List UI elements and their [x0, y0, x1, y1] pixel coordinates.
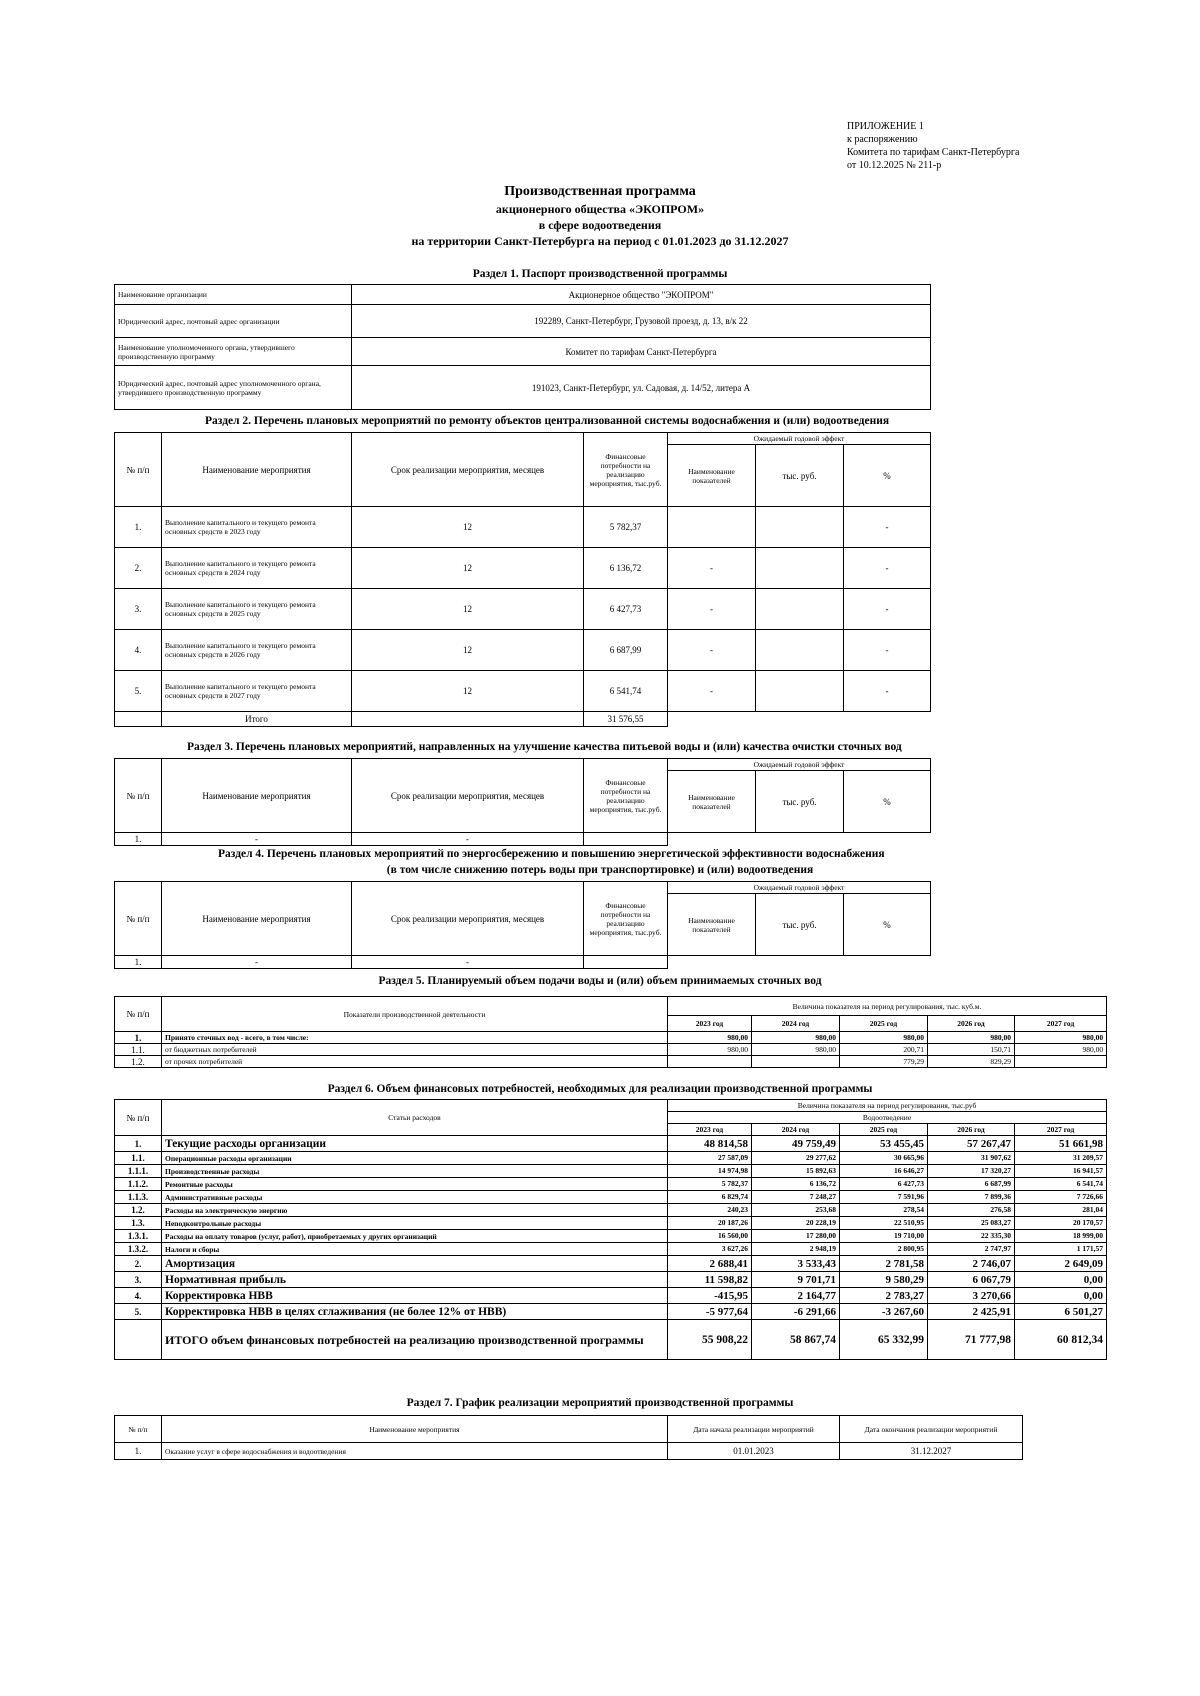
section5-title: Раздел 5. Планируемый объем подачи воды и (или) объем принимаемых сточных вод	[378, 975, 822, 987]
row-value: -415,95	[668, 1288, 752, 1304]
row-value: 281,04	[1015, 1204, 1107, 1217]
table-row	[115, 1152, 1107, 1165]
passport-value: 191023, Санкт-Петербург, ул. Садовая, д. 14/52, литера А	[352, 366, 931, 410]
row-num: 1.	[115, 507, 162, 548]
row-value: 17 280,00	[752, 1230, 840, 1243]
row-value: 51 661,98	[1015, 1136, 1107, 1152]
row-term: -	[352, 956, 584, 969]
row-name: Выполнение капитального и текущего ремонта основных средств в 2027 году	[162, 671, 352, 712]
table-row	[115, 1165, 1107, 1178]
section4-title-line1: Раздел 4. Перечень плановых мероприятий по энергосбережению и повышению энергетической эффективности водоснабжения	[218, 848, 885, 860]
row-value: 2 747,97	[928, 1243, 1015, 1256]
section6-title: Раздел 6. Объем финансовых потребностей, необходимых для реализации производственной программы	[327, 1083, 873, 1095]
col-header-year: 2027 год	[1015, 1016, 1107, 1032]
row-num: 4.	[115, 1288, 162, 1304]
col-header-rub: тыс. руб.	[756, 771, 844, 833]
col-header-num: № п/п	[115, 1100, 162, 1136]
row-value: 0,00	[1015, 1272, 1107, 1288]
row-num: 1.	[115, 956, 162, 969]
row-value: 31 907,62	[928, 1152, 1015, 1165]
volume-table	[114, 996, 1107, 1068]
row-value: 980,00	[668, 1044, 752, 1056]
row-rub	[756, 671, 844, 712]
row-name: Операционные расходы организации	[162, 1152, 668, 1165]
col-header-value: Величина показателя на период регулирования, тыс.руб	[668, 1100, 1107, 1112]
row-value: 240,23	[668, 1204, 752, 1217]
col-header-indicator: Наименование показателей	[668, 445, 756, 507]
table-row	[115, 1256, 1107, 1272]
total-value: 31 576,55	[584, 712, 668, 727]
table-row	[115, 671, 931, 712]
row-name: Налоги и сборы	[162, 1243, 668, 1256]
col-header-item: Статьи расходов	[162, 1100, 668, 1136]
row-value: 16 941,57	[1015, 1165, 1107, 1178]
document-title	[0, 183, 1200, 249]
row-num: 5.	[115, 1304, 162, 1320]
row-end: 31.12.2027	[840, 1443, 1023, 1460]
row-value: 278,54	[840, 1204, 928, 1217]
table-row	[115, 548, 931, 589]
table-row	[115, 1136, 1107, 1152]
row-value: 6 501,27	[1015, 1304, 1107, 1320]
passport-label: Наименование организации	[115, 285, 352, 305]
row-rub	[756, 589, 844, 630]
row-num: 3.	[115, 1272, 162, 1288]
table-row	[115, 1320, 1107, 1360]
row-num: 2.	[115, 548, 162, 589]
col-header-year: 2023 год	[668, 1016, 752, 1032]
row-value: 6 687,99	[928, 1178, 1015, 1191]
finance-table	[114, 1099, 1107, 1360]
passport-value: Акционерное общество "ЭКОПРОМ"	[352, 285, 931, 305]
row-value: 6 067,79	[928, 1272, 1015, 1288]
row-value: 9 701,71	[752, 1272, 840, 1288]
row-name: Нормативная прибыль	[162, 1272, 668, 1288]
row-value	[752, 1056, 840, 1068]
row-num: 2.	[115, 1256, 162, 1272]
table-row	[115, 630, 931, 671]
title-line: Производственная программа	[504, 184, 696, 199]
row-value: 57 267,47	[928, 1136, 1015, 1152]
row-value: 6 829,74	[668, 1191, 752, 1204]
col-header-year: 2023 год	[668, 1124, 752, 1136]
table-row	[115, 338, 931, 366]
section2-title: Раздел 2. Перечень плановых мероприятий по ремонту объектов централизованной системы водоснабжения и (или) водоотведения	[205, 415, 890, 427]
row-value: 2 425,91	[928, 1304, 1015, 1320]
row-value: 6 136,72	[752, 1178, 840, 1191]
row-rub	[756, 548, 844, 589]
row-num: 1.2.	[115, 1056, 162, 1068]
row-value: 2 948,19	[752, 1243, 840, 1256]
row-value: 2 164,77	[752, 1288, 840, 1304]
passport-label: Наименование уполномоченного органа, утвердившего производственную программу	[115, 338, 352, 366]
row-name: Амортизация	[162, 1256, 668, 1272]
table-row	[115, 1204, 1107, 1217]
table-row	[115, 1044, 1107, 1056]
row-value: 7 591,96	[840, 1191, 928, 1204]
row-num: 3.	[115, 589, 162, 630]
row-pct: -	[844, 630, 931, 671]
row-num: 4.	[115, 630, 162, 671]
section4-title-line2: (в том числе снижению потерь воды при транспортировке) и (или) водоотведения	[386, 864, 814, 876]
row-pct: -	[844, 589, 931, 630]
row-value: 2 746,07	[928, 1256, 1015, 1272]
row-name: Производственные расходы	[162, 1165, 668, 1178]
row-fin: 6 136,72	[584, 548, 668, 589]
row-fin: 5 782,37	[584, 507, 668, 548]
row-value: 30 665,96	[840, 1152, 928, 1165]
row-num: 1.	[115, 833, 162, 846]
passport-label: Юридический адрес, почтовый адрес организации	[115, 305, 352, 338]
row-value: 276,58	[928, 1204, 1015, 1217]
appendix-line: к распоряжению	[847, 134, 918, 145]
row-name: Неподконтрольные расходы	[162, 1217, 668, 1230]
total-value: 65 332,99	[840, 1320, 928, 1360]
row-name: Корректировка НВВ в целях сглаживания (не более 12% от НВВ)	[162, 1304, 668, 1320]
row-value: 11 598,82	[668, 1272, 752, 1288]
row-term: 12	[352, 630, 584, 671]
quality-table	[114, 758, 931, 846]
row-indicator: -	[668, 630, 756, 671]
row-value: 0,00	[1015, 1288, 1107, 1304]
row-name: -	[162, 833, 352, 846]
table-row	[115, 1056, 1107, 1068]
col-header-fin: Финансовые потребности на реализацию мероприятия, тыс.руб.	[584, 433, 668, 507]
row-indicator: -	[668, 548, 756, 589]
appendix-line: ПРИЛОЖЕНИЕ 1	[847, 121, 924, 132]
row-num: 5.	[115, 671, 162, 712]
row-rub	[756, 507, 844, 548]
row-value: 19 710,00	[840, 1230, 928, 1243]
row-name: Корректировка НВВ	[162, 1288, 668, 1304]
row-value: 7 726,66	[1015, 1191, 1107, 1204]
row-value: 18 999,00	[1015, 1230, 1107, 1243]
col-header-effect: Ожидаемый годовой эффект	[668, 759, 931, 771]
passport-value: Комитет по тарифам Санкт-Петербурга	[352, 338, 931, 366]
row-name: Текущие расходы организации	[162, 1136, 668, 1152]
col-header-name: Наименование мероприятия	[162, 433, 352, 507]
total-label: Итого	[162, 712, 352, 727]
passport-label: Юридический адрес, почтовый адрес уполномоченного органа, утвердившего производственную программу	[115, 366, 352, 410]
row-value: 3 270,66	[928, 1288, 1015, 1304]
row-start: 01.01.2023	[668, 1443, 840, 1460]
row-value	[668, 1056, 752, 1068]
table-row	[115, 1032, 1107, 1044]
row-name: Выполнение капитального и текущего ремонта основных средств в 2026 году	[162, 630, 352, 671]
col-header-indicator: Наименование показателей	[668, 771, 756, 833]
col-header-fin: Финансовые потребности на реализацию мероприятия, тыс.руб.	[584, 759, 668, 833]
row-value: 1 171,57	[1015, 1243, 1107, 1256]
row-value: 253,68	[752, 1204, 840, 1217]
col-header-year: 2027 год	[1015, 1124, 1107, 1136]
table-row	[115, 1304, 1107, 1320]
row-name: от прочих потребителей	[162, 1056, 668, 1068]
row-value: 20 187,26	[668, 1217, 752, 1230]
row-rub	[756, 630, 844, 671]
col-header-term: Срок реализации мероприятия, месяцев	[352, 882, 584, 956]
row-value: 7 899,36	[928, 1191, 1015, 1204]
row-term: 12	[352, 589, 584, 630]
appendix-line: от 10.12.2025 № 211-р	[847, 160, 942, 171]
row-value: 6 541,74	[1015, 1178, 1107, 1191]
title-line: на территории Санкт-Петербурга на период с 01.01.2023 до 31.12.2027	[411, 234, 789, 248]
col-header-year: 2024 год	[752, 1124, 840, 1136]
row-num: 1.1.1.	[115, 1165, 162, 1178]
row-value: 150,71	[928, 1044, 1015, 1056]
row-name: Административные расходы	[162, 1191, 668, 1204]
row-value: 2 800,95	[840, 1243, 928, 1256]
row-term: 12	[352, 507, 584, 548]
row-num: 1.3.	[115, 1217, 162, 1230]
title-line: в сфере водоотведения	[538, 218, 662, 232]
total-label: ИТОГО объем финансовых потребностей на реализацию производственной программы	[162, 1320, 668, 1360]
col-header-num: № п/п	[115, 997, 162, 1032]
row-value: 3 533,43	[752, 1256, 840, 1272]
col-header-num: № п/п	[115, 759, 162, 833]
row-name: Принято сточных вод - всего, в том числе:	[162, 1032, 668, 1044]
row-num: 1.	[115, 1443, 162, 1460]
repair-table	[114, 432, 931, 727]
table-row	[115, 507, 931, 548]
col-header-num: № п/п	[115, 1416, 162, 1443]
row-num: 1.3.2.	[115, 1243, 162, 1256]
row-value: 200,71	[840, 1044, 928, 1056]
passport-table	[114, 284, 931, 410]
row-value: 29 277,62	[752, 1152, 840, 1165]
table-row	[115, 305, 931, 338]
row-value: -5 977,64	[668, 1304, 752, 1320]
row-value: 829,29	[928, 1056, 1015, 1068]
row-num: 1.	[115, 1136, 162, 1152]
table-row	[115, 1272, 1107, 1288]
col-header-term: Срок реализации мероприятия, месяцев	[352, 759, 584, 833]
row-value: 980,00	[668, 1032, 752, 1044]
row-name: от бюджетных потребителей	[162, 1044, 668, 1056]
table-row	[115, 1191, 1107, 1204]
row-num: 1.1.3.	[115, 1191, 162, 1204]
col-header-year: 2024 год	[752, 1016, 840, 1032]
col-header-name: Наименование мероприятия	[162, 882, 352, 956]
section3-title: Раздел 3. Перечень плановых мероприятий, направленных на улучшение качества питьевой воды и (или) качества очистки сточных вод	[187, 741, 902, 753]
col-header-pct: %	[844, 771, 931, 833]
table-row	[115, 1288, 1107, 1304]
total-value: 55 908,22	[668, 1320, 752, 1360]
row-value: 7 248,27	[752, 1191, 840, 1204]
row-term: -	[352, 833, 584, 846]
table-row	[115, 1243, 1107, 1256]
row-value: 779,29	[840, 1056, 928, 1068]
row-value: 53 455,45	[840, 1136, 928, 1152]
total-value: 60 812,34	[1015, 1320, 1107, 1360]
col-header-effect: Ожидаемый годовой эффект	[668, 882, 931, 894]
row-value: 20 170,57	[1015, 1217, 1107, 1230]
row-value: 980,00	[928, 1032, 1015, 1044]
row-value: 2 688,41	[668, 1256, 752, 1272]
row-value: 5 782,37	[668, 1178, 752, 1191]
row-value: 980,00	[1015, 1032, 1107, 1044]
row-indicator: -	[668, 671, 756, 712]
row-fin: 6 427,73	[584, 589, 668, 630]
col-header-name: Наименование мероприятия	[162, 1416, 668, 1443]
row-value: 15 892,63	[752, 1165, 840, 1178]
row-value: 49 759,49	[752, 1136, 840, 1152]
row-value: 16 646,27	[840, 1165, 928, 1178]
col-header-term: Срок реализации мероприятия, месяцев	[352, 433, 584, 507]
row-value: 2 781,58	[840, 1256, 928, 1272]
row-value: 20 228,19	[752, 1217, 840, 1230]
col-header-effect: Ожидаемый годовой эффект	[668, 433, 931, 445]
row-name: Расходы на оплату товаров (услуг, работ), приобретаемых у других организаций	[162, 1230, 668, 1243]
row-num: 1.1.	[115, 1044, 162, 1056]
row-value	[1015, 1056, 1107, 1068]
section1-title: Раздел 1. Паспорт производственной программы	[472, 268, 728, 280]
table-row	[115, 589, 931, 630]
row-num: 1.2.	[115, 1204, 162, 1217]
col-header-fin: Финансовые потребности на реализацию мероприятия, тыс.руб.	[584, 882, 668, 956]
row-pct: -	[844, 671, 931, 712]
col-header-indicator: Показатели производственной деятельности	[162, 997, 668, 1032]
col-header-year: 2026 год	[928, 1124, 1015, 1136]
row-value: 22 335,30	[928, 1230, 1015, 1243]
col-header-pct: %	[844, 445, 931, 507]
row-name: Ремонтные расходы	[162, 1178, 668, 1191]
col-header-rub: тыс. руб.	[756, 894, 844, 956]
table-row	[115, 712, 931, 727]
appendix-block	[847, 120, 1019, 172]
row-value: 3 627,26	[668, 1243, 752, 1256]
row-value: 22 510,95	[840, 1217, 928, 1230]
row-indicator	[668, 507, 756, 548]
row-indicator: -	[668, 589, 756, 630]
col-header-num: № п/п	[115, 882, 162, 956]
row-value: 25 083,27	[928, 1217, 1015, 1230]
title-line: акционерного общества «ЭКОПРОМ»	[495, 202, 705, 216]
row-value: 9 580,29	[840, 1272, 928, 1288]
row-value: 48 814,58	[668, 1136, 752, 1152]
row-value: 31 209,57	[1015, 1152, 1107, 1165]
row-name: Расходы на электрическую энергию	[162, 1204, 668, 1217]
col-header-indicator: Наименование показателей	[668, 894, 756, 956]
row-name: Выполнение капитального и текущего ремонта основных средств в 2024 году	[162, 548, 352, 589]
row-num: 1.3.1.	[115, 1230, 162, 1243]
col-header-name: Наименование мероприятия	[162, 759, 352, 833]
col-header-end: Дата окончания реализации мероприятий	[840, 1416, 1023, 1443]
table-row	[115, 1230, 1107, 1243]
row-num: 1.1.	[115, 1152, 162, 1165]
row-value: 17 320,27	[928, 1165, 1015, 1178]
col-header-value: Величина показателя на период регулирования, тыс. куб.м.	[668, 997, 1107, 1016]
table-row	[115, 285, 931, 305]
total-value: 71 777,98	[928, 1320, 1015, 1360]
col-header-start: Дата начала реализации мероприятий	[668, 1416, 840, 1443]
row-term: 12	[352, 548, 584, 589]
row-value: 14 974,98	[668, 1165, 752, 1178]
row-value: 980,00	[752, 1044, 840, 1056]
row-term: 12	[352, 671, 584, 712]
row-name: Выполнение капитального и текущего ремонта основных средств в 2025 году	[162, 589, 352, 630]
row-value: 16 560,00	[668, 1230, 752, 1243]
row-value: 980,00	[1015, 1044, 1107, 1056]
row-value: 980,00	[840, 1032, 928, 1044]
row-fin: 6 541,74	[584, 671, 668, 712]
passport-value: 192289, Санкт-Петербург, Грузовой проезд, д. 13, в/к 22	[352, 305, 931, 338]
row-name: Оказание услуг в сфере водоснабжения и водоотведения	[162, 1443, 668, 1460]
row-value: 980,00	[752, 1032, 840, 1044]
section7-title: Раздел 7. График реализации мероприятий производственной программы	[406, 1397, 794, 1409]
total-value: 58 867,74	[752, 1320, 840, 1360]
table-row	[115, 1178, 1107, 1191]
row-name: -	[162, 956, 352, 969]
table-row	[115, 366, 931, 410]
col-header-rub: тыс. руб.	[756, 445, 844, 507]
schedule-table	[114, 1415, 1023, 1460]
col-header-num: № п/п	[115, 433, 162, 507]
row-num: 1.	[115, 1032, 162, 1044]
row-value: -3 267,60	[840, 1304, 928, 1320]
col-header-year: 2025 год	[840, 1016, 928, 1032]
row-value: 2 783,27	[840, 1288, 928, 1304]
col-header-year: 2025 год	[840, 1124, 928, 1136]
row-fin: 6 687,99	[584, 630, 668, 671]
energy-table	[114, 881, 931, 969]
col-header-sub: Водоотведение	[668, 1112, 1107, 1124]
table-row	[115, 956, 931, 969]
row-value: -6 291,66	[752, 1304, 840, 1320]
col-header-year: 2026 год	[928, 1016, 1015, 1032]
table-row	[115, 833, 931, 846]
row-value: 27 587,09	[668, 1152, 752, 1165]
table-row	[115, 1217, 1107, 1230]
row-pct: -	[844, 548, 931, 589]
row-num: 1.1.2.	[115, 1178, 162, 1191]
row-value: 2 649,09	[1015, 1256, 1107, 1272]
table-row	[115, 1443, 1023, 1460]
appendix-line: Комитета по тарифам Санкт-Петербурга	[847, 147, 1020, 158]
row-name: Выполнение капитального и текущего ремонта основных средств в 2023 году	[162, 507, 352, 548]
row-value: 6 427,73	[840, 1178, 928, 1191]
col-header-pct: %	[844, 894, 931, 956]
row-pct: -	[844, 507, 931, 548]
